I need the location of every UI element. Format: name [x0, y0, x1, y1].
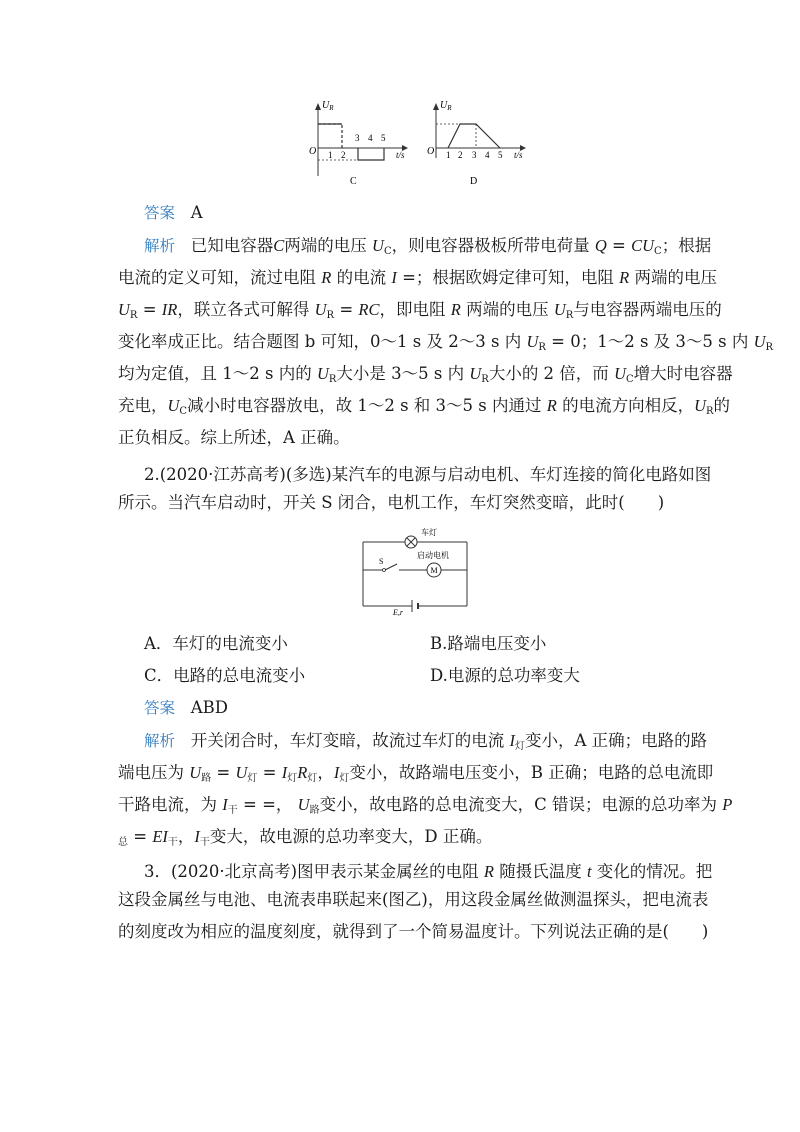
figure-d-tick-5: 5	[498, 150, 503, 160]
q2-answer	[144, 698, 228, 718]
q2-analysis-line-4: $_总 = EI_干$，$I_干$变大，故电源的总功率变大，D 正确。	[118, 827, 493, 848]
q2-analysis-line-2: 端电压为 $U_路 = U_灯 = I_灯R_灯$，$I_灯$变小，故路端电压变小，B 正确；电路的总电流即	[118, 763, 714, 784]
q2-analysis-label: 解析	[144, 732, 176, 750]
lamp-label: 车灯	[421, 528, 437, 537]
figure-c-yaxis: $U_R$	[322, 100, 334, 112]
q1-answer	[144, 203, 203, 223]
figure-c	[300, 96, 410, 186]
figure-d-origin: O	[427, 146, 435, 157]
q1-answer-value: A	[190, 203, 203, 222]
figure-d-tick-1: 1	[446, 150, 451, 160]
figure-c-caption: C	[350, 176, 357, 186]
figure-d-yaxis: $U_R$	[440, 100, 452, 112]
figure-c-tick-2: 2	[341, 150, 346, 160]
motor-icon	[427, 563, 441, 577]
q2-stem-line-1: 2.(2020·江苏高考)(多选)某汽车的电源与启动电机、车灯连接的简化电路如图	[144, 465, 712, 484]
q3-stem-line-1: 3．(2020·北京高考)图甲表示某金属丝的电阻 R 随摄氏温度 t 变化的情况。把	[144, 862, 713, 881]
q2-analysis-line-1: 解析 开关闭合时，车灯变暗，故流过车灯的电流 $I_灯$变小，A 正确；电路的路	[144, 731, 708, 752]
switch-label: S	[379, 557, 384, 566]
q1-analysis-line-6: 充电，$U_C$减小时电容器放电，故 1～2 s 和 3～5 s 内通过 R 的电流方向相反，$U_R$的	[118, 396, 731, 417]
battery-icon	[412, 600, 418, 612]
figure-c-tick-1: 1	[328, 150, 333, 160]
q2-option-b[interactable]: B.路端电压变小	[430, 634, 547, 653]
q2-option-c[interactable]: C．电路的总电流变小	[144, 666, 306, 685]
motor-label: 启动电机	[417, 551, 449, 560]
q1-analysis-line-1: 解析 已知电容器C两端的电压 $U_C$，则电容器极板所带电荷量 $Q = CU_C$；根据	[144, 236, 712, 257]
q1-analysis-label: 解析	[144, 237, 176, 255]
lamp-icon	[405, 536, 417, 548]
q1-analysis-line-4: 变化率成正比。结合题图 b 可知，0～1 s 及 2～3 s 内 $U_R = 0$；1～2 s 及 3～5 s 内 $U_R$	[118, 332, 774, 353]
q2-option-a[interactable]: A．车灯的电流变小	[144, 634, 288, 653]
q2-stem-line-2: 所示。当汽车启动时，开关 S 闭合，电机工作，车灯突然变暗，此时( )	[118, 493, 665, 512]
q2-analysis-line-3: 干路电流，为 $I_干$ = =， $U_路$变小，故电路的总电流变大，C 错误；电源的总功率为 P	[118, 795, 733, 816]
q2-option-d[interactable]: D.电源的总功率变大	[430, 666, 580, 685]
figure-c-xunit: t/s	[396, 150, 405, 160]
figure-d-tick-4: 4	[485, 150, 490, 160]
svg-text:M: M	[430, 566, 438, 575]
figure-c-tick-5: 5	[381, 133, 386, 143]
figure-c-tick-4: 4	[368, 133, 373, 143]
q2-answer-value: ABD	[190, 698, 229, 717]
q1-analysis-line-7: 正负相反。综上所述，A 正确。	[118, 428, 350, 447]
figure-d-tick-3: 3	[472, 150, 477, 160]
q1-answer-label: 答案	[144, 204, 176, 222]
figure-d-tick-2: 2	[458, 150, 463, 160]
figure-d-caption: D	[470, 176, 478, 186]
q2-circuit-diagram	[355, 524, 475, 618]
q1-analysis-line-5: 均为定值，且 1～2 s 内的 $U_R$大小是 3～5 s 内 $U_R$大小的 2 倍，而 $U_C$增大时电容器	[118, 364, 733, 385]
figure-c-origin: O	[309, 146, 317, 157]
switch-icon	[383, 564, 398, 572]
q1-analysis-line-3: $U_R$ = IR，联立各式可解得 $U_R$ = RC，即电阻 R 两端的电压 $U_R$与电容器两端电压的	[118, 300, 722, 321]
figure-d	[422, 96, 532, 186]
q2-answer-label: 答案	[144, 699, 176, 717]
source-label: E,r	[393, 608, 403, 617]
q1-analysis-line-2: 电流的定义可知，流过电阻 R 的电流 I =；根据欧姆定律可知，电阻 R 两端的电压	[118, 268, 718, 287]
q3-stem-line-3: 的刻度改为相应的温度刻度，就得到了一个简易温度计。下列说法正确的是( )	[118, 922, 709, 941]
q3-stem-line-2: 这段金属丝与电池、电流表串联起来(图乙)，用这段金属丝做测温探头，把电流表	[118, 890, 709, 909]
figure-c-tick-3: 3	[355, 133, 360, 143]
figure-d-xunit: t/s	[514, 150, 523, 160]
